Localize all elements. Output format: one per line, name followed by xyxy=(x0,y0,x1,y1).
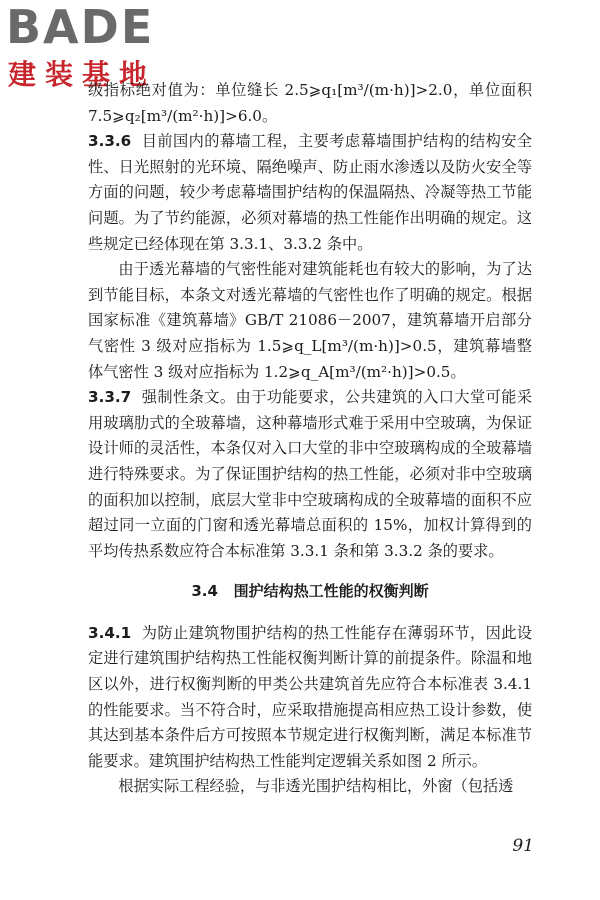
logo-brand: BADE xyxy=(6,0,155,54)
clause-3-3-7 xyxy=(88,385,532,564)
paragraph-text: 级指标绝对值为：单位缝长 2.5⩾q₁[m³/(m·h)]>2.0，单位面积 7.5⩾q₂[m³/(m²·h)]>6.0。 xyxy=(88,81,532,125)
section-title: 围护结构热工性能的权衡判断 xyxy=(233,582,429,601)
paragraph-text: 由于透光幕墙的气密性能对建筑能耗也有较大的影响，为了达到节能目标，本条文对透光幕墙的气密性也作了明确的规定。根据国家标准《建筑幕墙》GB/T 21086－2007，建筑幕墙开启部分气密性 3 级对应指标为 1.5⩾q_L[m³/(m·h)]>0.5，建筑幕墙整体气密性 3 级对应指标为 1.2⩾q_A[m³/(m²·h)]>0.5。 xyxy=(88,260,532,381)
clause-3-3-6 xyxy=(88,129,532,257)
paragraph-text: 为防止建筑物围护结构的热工性能存在薄弱环节，因此设定进行建筑围护结构热工性能权衡判断计算的前提条件。除温和地区以外，进行权衡判断的甲类公共建筑首先应符合本标准表 3.4.1 的性能要求。当不符合时，应采取措施提高相应热工设计参数，使其达到基本条件后方可按照本节规定进行权衡判断，满足本标准节能要求。建筑围护结构热工性能判定逻辑关系如图 2 所示。 xyxy=(88,623,533,770)
section-heading xyxy=(88,579,532,605)
paragraph-text: 目前国内的幕墙工程，主要考虑幕墙围护结构的结构安全性、日光照射的光环境、隔绝噪声、防止雨水渗透以及防火安全等方面的问题，较少考虑幕墙围护结构的保温隔热、冷凝等热工节能问题。为了节约能源，必须对幕墙的热工性能作出明确的规定。这些规定已经体现在第 3.3.1、3.3.2 条中。 xyxy=(88,132,533,253)
paragraph-continuation xyxy=(88,78,532,129)
page-body xyxy=(88,78,532,800)
clause-number: 3.4.1 xyxy=(88,623,132,642)
paragraph-experience xyxy=(88,774,532,800)
paragraph-text: 强制性条文。由于功能要求，公共建筑的入口大堂可能采用玻璃肋式的全玻幕墙，这种幕墙形式难于采用中空玻璃，为保证设计师的灵活性，本条仅对入口大堂的非中空玻璃构成的全玻幕墙进行特殊要求。为了保证围护结构的热工性能，必须对非中空玻璃的面积加以控制，底层大堂非中空玻璃构成的全玻幕墙的面积不应超过同一立面的门窗和透光幕墙总面积的 15%，加权计算得到的平均传热系数应符合本标准第 3.3.1 条和第 3.3.2 条的要求。 xyxy=(88,388,533,560)
paragraph-text: 根据实际工程经验，与非透光围护结构相比，外窗（包括透 xyxy=(118,777,514,796)
section-number: 3.4 xyxy=(191,582,218,601)
clause-3-4-1 xyxy=(88,621,532,775)
clause-number: 3.3.6 xyxy=(88,132,132,151)
paragraph-airtightness xyxy=(88,257,532,385)
page-number: 91 xyxy=(512,836,534,856)
logo-subtitle: 建装基地 xyxy=(8,58,157,91)
clause-number: 3.3.7 xyxy=(88,388,132,407)
